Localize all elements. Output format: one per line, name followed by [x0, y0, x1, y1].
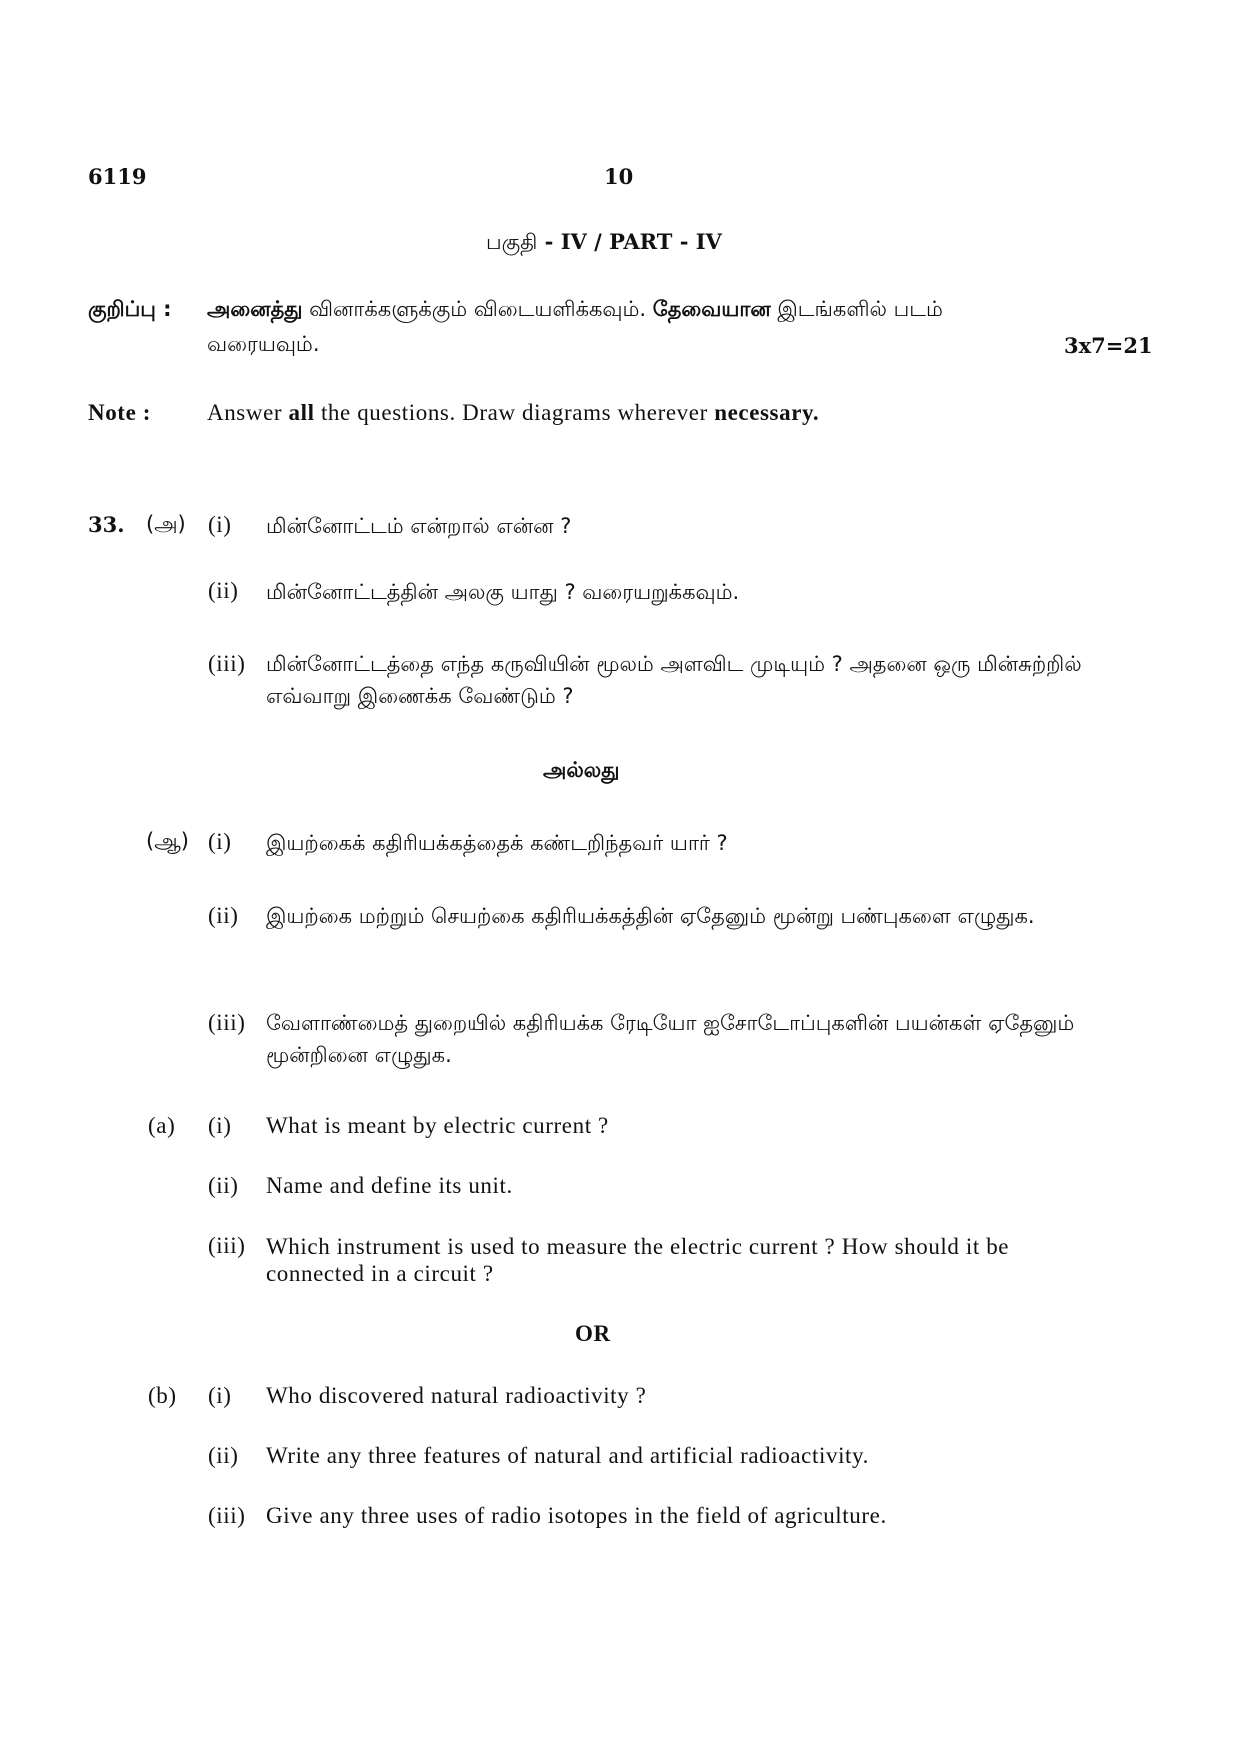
tamil-note-line2: வரையவும். — [207, 332, 320, 356]
english-note-b1: all — [288, 400, 315, 425]
marks-allocation: 3x7=21 — [1064, 333, 1153, 358]
tamil-note-label: குறிப்பு : — [88, 297, 172, 321]
tamil-a-i-num: (i) — [208, 512, 232, 537]
english-a-ii-num: (ii) — [208, 1173, 239, 1198]
english-note-text — [207, 400, 819, 426]
tamil-b-iii-num: (iii) — [208, 1010, 246, 1035]
tamil-b-ii-text: இயற்கை மற்றும் செயற்கை கதிரியக்கத்தின் ஏதேனும் மூன்று பண்புகளை எழுதுக. — [266, 904, 1035, 928]
english-b-ii-num: (ii) — [208, 1443, 239, 1468]
english-note-t1: Answer — [207, 400, 289, 425]
tamil-note-emph1: அனைத்து — [207, 297, 303, 321]
english-b-ii-text: Write any three features of natural and artificial radioactivity. — [266, 1443, 870, 1468]
english-b-i-num: (i) — [208, 1383, 232, 1408]
english-note-label: Note : — [88, 400, 151, 425]
english-a-ii-text: Name and define its unit. — [266, 1173, 513, 1198]
english-a-i-num: (i) — [208, 1113, 232, 1138]
tamil-a-i-text: மின்னோட்டம் என்றால் என்ன ? — [266, 514, 572, 538]
paper-code: 6119 — [88, 164, 147, 189]
english-note-t2: the questions. Draw diagrams wherever — [314, 400, 715, 425]
english-a-i-text: What is meant by electric current ? — [266, 1113, 609, 1138]
tamil-b-i-text: இயற்கைக் கதிரியக்கத்தைக் கண்டறிந்தவர் யார் ? — [266, 831, 728, 855]
tamil-note-text2: இடங்களில் படம் — [770, 297, 943, 321]
tamil-b-i-num: (i) — [208, 829, 232, 854]
tamil-note-emph2: தேவையான — [652, 297, 771, 321]
part-heading-numeral: IV / PART - IV — [560, 229, 722, 254]
tamil-a-ii-num: (ii) — [208, 578, 239, 603]
tamil-note-text1: வினாக்களுக்கும் விடையளிக்கவும். — [302, 297, 653, 321]
tamil-b-ii-num: (ii) — [208, 903, 239, 928]
tamil-note-line1 — [207, 297, 943, 324]
part-heading-sep: - — [537, 229, 561, 254]
page-number: 10 — [604, 164, 634, 189]
english-a-iii-num: (iii) — [208, 1233, 246, 1258]
tamil-a-label: (அ) — [146, 512, 186, 536]
tamil-b-iii-text: வேளாண்மைத் துறையில் கதிரியக்க ரேடியோ ஐசோடோப்புகளின் பயன்கள் ஏதேனும் மூன்றினை எழுதுக. — [266, 1011, 1075, 1067]
tamil-a-ii-text: மின்னோட்டத்தின் அலகு யாது ? வரையறுக்கவும். — [266, 580, 740, 604]
tamil-or: அல்லது — [543, 758, 620, 782]
part-heading-tamil: பகுதி — [486, 230, 538, 254]
tamil-b-label: (ஆ) — [146, 829, 189, 853]
english-b-iii-num: (iii) — [208, 1503, 246, 1528]
part-heading — [486, 229, 722, 257]
english-or: OR — [575, 1321, 611, 1346]
question-number: 33. — [88, 512, 125, 537]
english-a-iii-text: Which instrument is used to measure the electric current ? How should it be connected in a circuit ? — [266, 1234, 1010, 1286]
english-b-label: (b) — [148, 1383, 177, 1408]
tamil-a-iii-text: மின்னோட்டத்தை எந்த கருவியின் மூலம் அளவிட முடியும் ? அதனை ஒரு மின்சுற்றில் எவ்வாறு இணைக்க வேண்டும் ? — [266, 652, 1082, 708]
english-b-iii-text: Give any three uses of radio isotopes in the field of agriculture. — [266, 1503, 887, 1528]
english-note-b2: necessary. — [714, 400, 820, 425]
tamil-a-iii-num: (iii) — [208, 651, 246, 676]
english-b-i-text: Who discovered natural radioactivity ? — [266, 1383, 647, 1408]
english-a-label: (a) — [148, 1113, 176, 1138]
